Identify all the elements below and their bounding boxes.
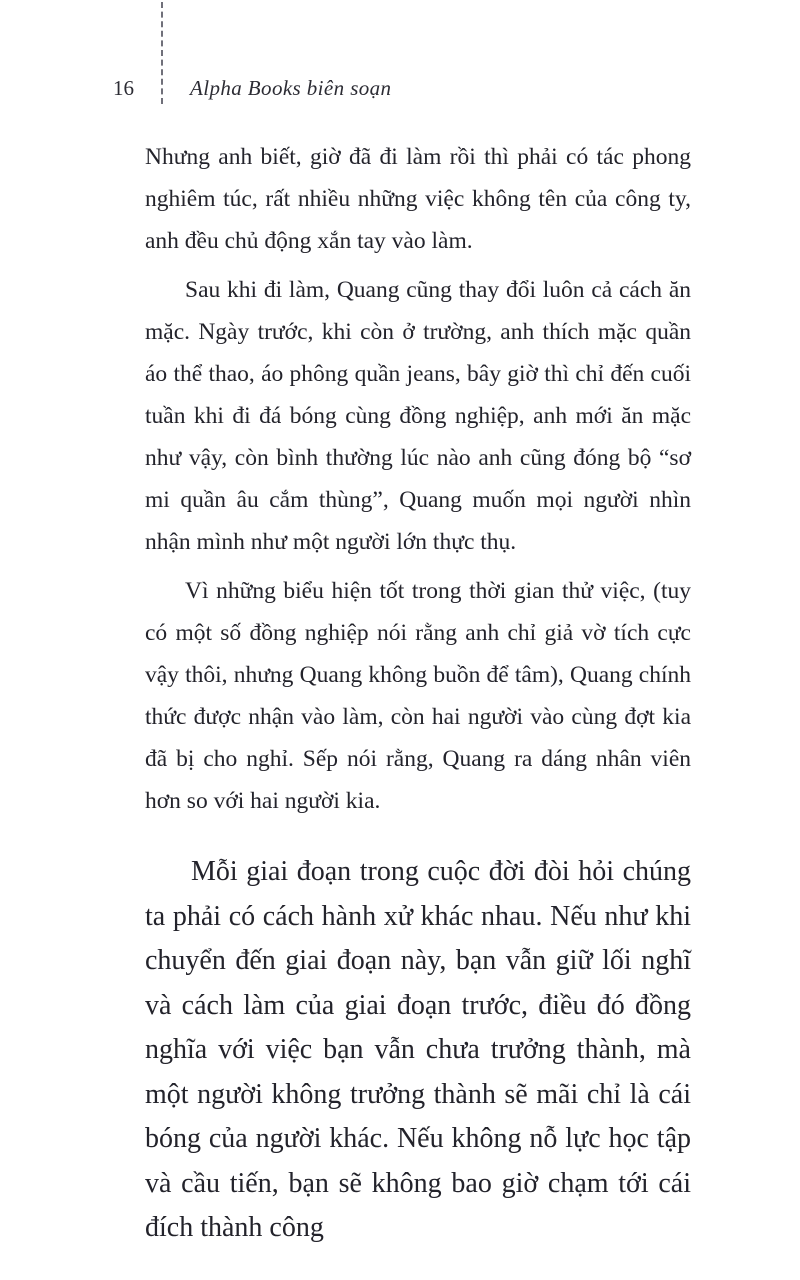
paragraph: Sau khi đi làm, Quang cũng thay đổi luôn cả cách ăn mặc. Ngày trước, khi còn ở trường, anh thích mặc quần áo thể thao, áo phông quần jeans, bây giờ thì chỉ đến cuối tuần khi đi đá bóng cùng đồng nghiệp, anh mới ăn mặc như vậy, còn bình thường lúc nào anh cũng đóng bộ “sơ mi quần âu cắm thùng”, Quang muốn mọi người nhìn nhận mình như một người lớn thực thụ. [145,277,691,555]
running-header: Alpha Books biên soạn [190,76,392,100]
page-number: 16 [113,76,134,100]
header-divider-dashed-line [161,2,163,104]
page-body [145,136,691,1258]
paragraph: Mỗi giai đoạn trong cuộc đời đòi hỏi chúng ta phải có cách hành xử khác nhau. Nếu như khi chuyển đến giai đoạn này, bạn vẫn giữ lối nghĩ và cách làm của giai đoạn trước, điều đó đồng nghĩa với việc bạn vẫn chưa trưởng thành, mà một người không trưởng thành sẽ mãi chỉ là cái bóng của người khác. Nếu không nỗ lực học tập và cầu tiến, bạn sẽ không bao giờ chạm tới cái đích thành công [145,856,691,1243]
paragraph: Nhưng anh biết, giờ đã đi làm rồi thì phải có tác phong nghiêm túc, rất nhiều những việc không tên của công ty, anh đều chủ động xắn tay vào làm. [145,144,691,254]
paragraph: Vì những biểu hiện tốt trong thời gian thử việc, (tuy có một số đồng nghiệp nói rằng anh chỉ giả vờ tích cực vậy thôi, nhưng Quang không buồn để tâm), Quang chính thức được nhận vào làm, còn hai người vào cùng đợt kia đã bị cho nghỉ. Sếp nói rằng, Quang ra dáng nhân viên hơn so với hai người kia. [145,578,691,814]
